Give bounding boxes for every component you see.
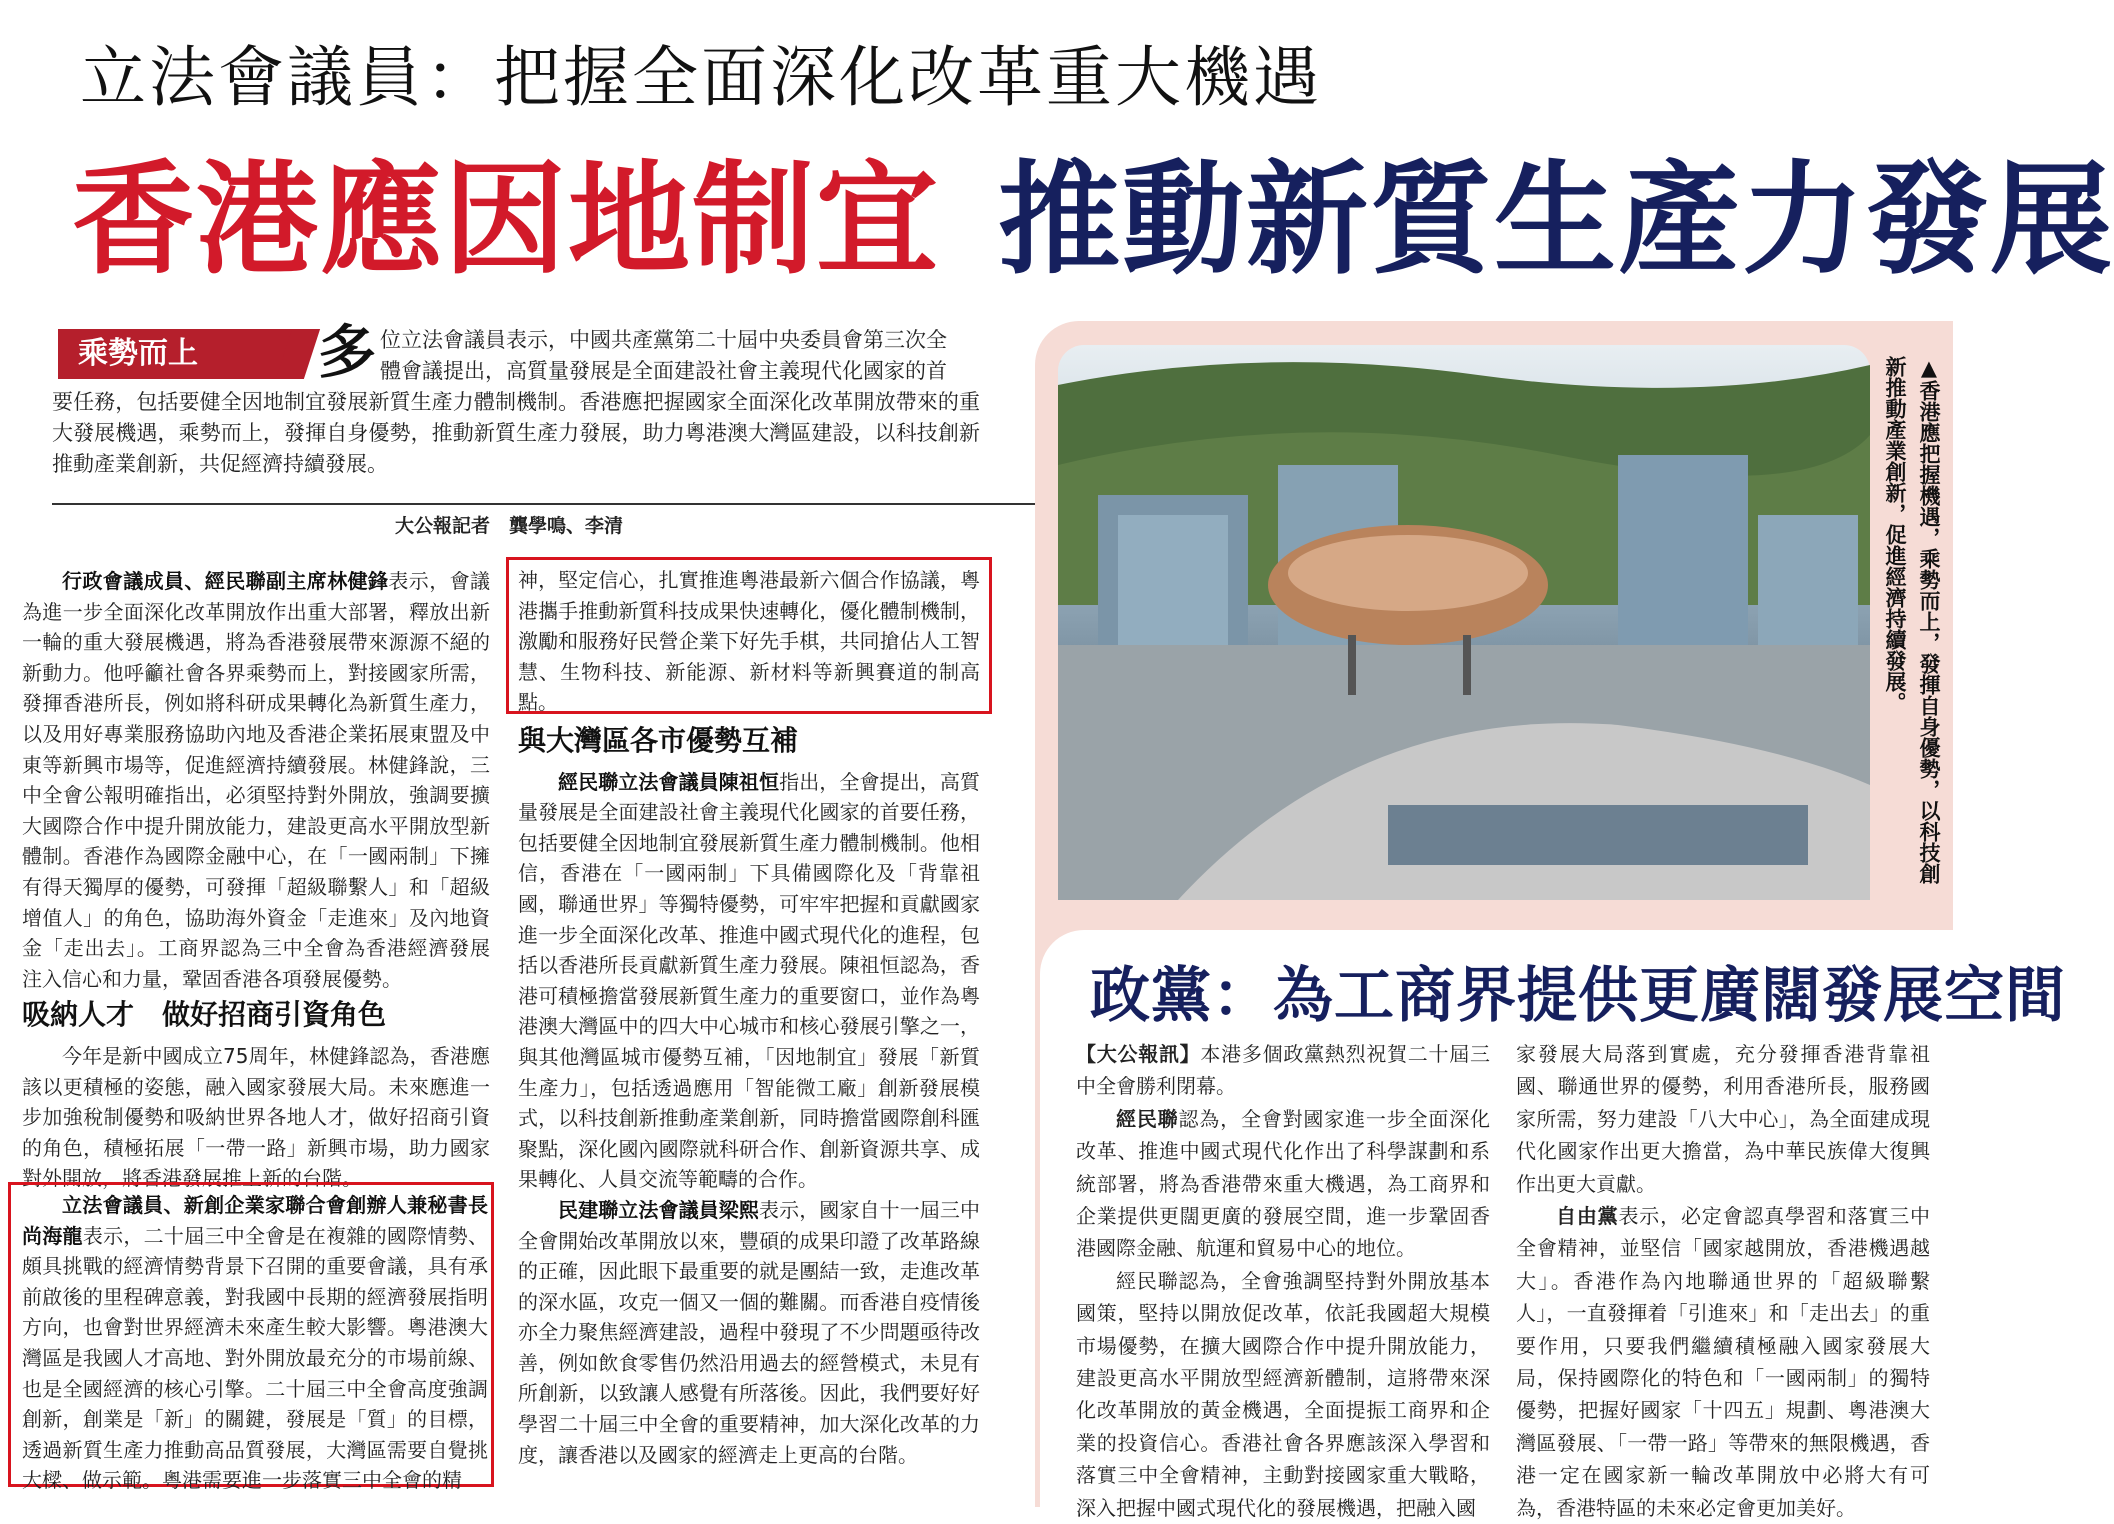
col1-paragraph-1: 行政會議成員、經民聯副主席林健鋒表示，會議為進一步全面深化改革開放作出重大部署，釋放出新一輪的重大發展機遇，將為香港發展帶來源源不絕的新動力。他呼籲社會各界乘勢而上，對接國家所需，發揮香港所長，例如將科研成果轉化為新質生產力，以及用好專業服務協助內地及香港企業拓展東盟及中東等新興市場等，促進經濟持續發展。林健鋒說，三中全會公報明確指出，必須堅持對外開放，強調要擴大國際合作中提升開放能力，建設更高水平開放型新體制。香港作為國際金融中心，在「一國兩制」下擁有得天獨厚的優勢，可發揮「超級聯繫人」和「超級增值人」的角色，協助海外資金「走進來」及內地資金「走出去」。工商界認為三中全會為香港經濟發展注入信心和力量，鞏固香港各項發展優勢。 [22, 569, 491, 991]
science-park-photo [1058, 345, 1870, 900]
col1-speaker-1: 行政會議成員、經民聯副主席林健鋒 [62, 569, 389, 593]
col2-box-paragraph: 神，堅定信心，扎實推進粵港最新六個合作協議，粵港攜手推動新質科技成果快速轉化，優化體制機制，激勵和服務好民營企業下好先手棋，共同搶佔人工智慧、生物科技、新能源、新材料等新興賽道的制高點。 [518, 568, 980, 715]
lead-line1: 位立法會議員表示，中國共產黨第二十屆中央委員會第三次全 [380, 328, 947, 352]
col2-speaker-1: 經民聯立法會議員陳祖恒 [558, 769, 780, 794]
col1-paragraph-2: 今年是新中國成立75周年，林健鋒認為，香港應該以更積極的姿態，融入國家發展大局。未來應進一步加強稅制優勢和吸納世界各地人才，做好招商引資的角色，積極拓展「一帶一路」新興市場，助力國家對外開放，將香港發展推上新的台階。 [22, 1043, 490, 1191]
dropcap: 多 [318, 318, 377, 386]
party-section-title: 政黨：為工商界提供更廣闊發展空間 [1090, 961, 2066, 1031]
col1-subhead: 吸納人才 做好招商引資角色 [22, 998, 387, 1032]
kicker: 立法會議員：把握全面深化改革重大機遇 [80, 39, 1322, 116]
col1-speaker-2: 立法會議員、新創企業家聯合會創辦人兼秘書長尚海龍 [22, 1193, 488, 1248]
byline-rule [52, 503, 1052, 505]
lead-rest [52, 387, 980, 480]
party-name-1: 經民聯 [1116, 1106, 1179, 1131]
col2-paragraph-2: 民建聯立法會議員梁熙表示，國家自十一屆三中全會開始改革開放以來，豐碩的成果印證了改革路線的正確，因此眼下最重要的就是團結一致，走進改革的深水區，攻克一個又一個的難關。而香港自疫情後亦全力聚焦經濟建設，過程中發現了不少問題亟待改善，例如飲食零售仍然沿用過去的經營模式，未見有所創新，以致讓人感覺有所落後。因此，我們要好好學習二十屆三中全會的重要精神，加大深化改革的力度，讓香港以及國家的經濟走上更高的台階。 [518, 1197, 980, 1467]
lead-top [380, 325, 980, 387]
column-2 [518, 720, 980, 1470]
headline-part1: 香港應因地制宜 [72, 149, 940, 291]
photo-caption: ▲香港應把握機遇，乘勢而上，發揮自身優勢，以科技創新推動產業創新，促進經濟持續發展。 [1883, 356, 1941, 884]
party-c2-paragraph-2: 自由黨表示，必定會認真學習和落實三中全會精神，並堅信「國家越開放，香港機遇越大」。香港作為內地聯通世界的「超級聯繫人」，一直發揮着「引進來」和「走出去」的重要作用，只要我們繼續積極融入國家發展大局，保持國際化的特色和「一國兩制」的獨特優勢，把握好國家「十四五」規劃、粵港澳大灣區發展、「一帶一路」等帶來的無限機遇，香港一定在國家新一輪改革開放中必將大有可為，香港特區的未來必定會更加美好。 [1516, 1204, 1931, 1520]
party-c1-paragraph-2: 經民聯認為，全會對國家進一步全面深化改革、推進中國式現代化作出了科學謀劃和系統部署，將為香港帶來重大機遇，為工商界和企業提供更闊更廣的發展空間，進一步鞏固香港國際金融、航運和貿易中心的地位。 [1076, 1106, 1491, 1261]
col1-highlight-text [22, 1190, 488, 1496]
photo-illustration [1058, 345, 1870, 900]
party-c1-paragraph-1: 【大公報訊】本港多個政黨熱烈祝賀二十屆三中全會勝利閉幕。 [1076, 1042, 1491, 1099]
source-tag: 【大公報訊】 [1076, 1042, 1201, 1066]
party-c1-paragraph-3: 經民聯認為，全會強調堅持對外開放基本國策，堅持以開放促改革，依託我國超大規模市場優勢，在擴大國際合作中提升開放能力，建設更高水平開放型經濟新體制，這將帶來深化改革開放的黃金機遇，全面提振工商界和企業的投資信心。香港社會各界應該深入學習和落實三中全會精神，主動對接國家重大戰略，深入把握中國式現代化的發展機遇，把融入國 [1076, 1268, 1490, 1520]
lead-line2: 體會議提出，高質量發展是全面建設社會主義現代化國家的首 [380, 359, 947, 383]
column-1 [22, 566, 490, 1194]
party-column-1 [1076, 1038, 1490, 1524]
party-c2-paragraph-1: 家發展大局落到實處，充分發揮香港背靠祖國、聯通世界的優勢，利用香港所長，服務國家所需，努力建設「八大中心」，為全面建成現代化國家作出更大擔當，為中華民族偉大復興作出更大貢獻。 [1516, 1042, 1930, 1196]
col2-subhead: 與大灣區各市優勢互補 [518, 724, 799, 757]
col2-paragraph-1: 經民聯立法會議員陳祖恒指出，全會提出，高質量發展是全面建設社會主義現代化國家的首要任務，包括要健全因地制宜發展新質生產力體制機制。他相信，香港在「一國兩制」下具備國際化及「背靠祖國，聯通世界」等獨特優勢，可牢牢把握和貢獻國家進一步全面深化改革、推進中國式現代化的進程，包括以香港所長貢獻新質生產力發展。陳祖恒認為，香港可積極擔當發展新質生產力的重要窗口，並作為粵港澳大灣區中的四大中心城市和核心發展引擎之一，與其他灣區城市優勢互補，「因地制宜」發展「新質生產力」，包括透過應用「智能微工廠」創新發展模式，以科技創新推動產業創新，同時擔當國際創科匯聚點，深化國內國際就科研合作、創新資源共享、成果轉化、人員交流等範疇的合作。 [518, 769, 981, 1192]
headline [72, 122, 2114, 297]
lead-paragraph: 要任務，包括要健全因地制宜發展新質生產力體制機制。香港應把握國家全面深化改革開放帶來的重大發展機遇，乘勢而上，發揮自身優勢，推動新質生產力發展，助力粵港澳大灣區建設，以科技創新推動產業創新，共促經濟持續發展。 [52, 390, 980, 476]
party-column-2 [1516, 1038, 1930, 1524]
section-tag: 乘勢而上 [58, 329, 298, 379]
party-name-2: 自由黨 [1556, 1204, 1619, 1229]
col2-highlight-text [518, 565, 980, 718]
col1-box-paragraph: 立法會議員、新創企業家聯合會創辦人兼秘書長尚海龍表示，二十屆三中全會是在複雜的國際情勢、頗具挑戰的經濟情勢背景下召開的重要會議，具有承前啟後的里程碑意義，對我國中長期的經濟發展指明方向，也會對世界經濟未來產生較大影響。粵港澳大灣區是我國人才高地、對外開放最充分的市場前線、也是全國經濟的核心引擎。二十屆三中全會高度強調創新，創業是「新」的關鍵，發展是「質」的目標，透過新質生產力推動高品質發展，大灣區需要自覺挑大樑、做示範。粵港需要進一步落實三中全會的精 [22, 1193, 489, 1493]
headline-part2: 推動新質生產力發展 [998, 149, 2114, 291]
col2-speaker-2: 民建聯立法會議員梁熙 [558, 1197, 759, 1222]
byline: 大公報記者 龔學鳴、李清 [395, 515, 624, 537]
